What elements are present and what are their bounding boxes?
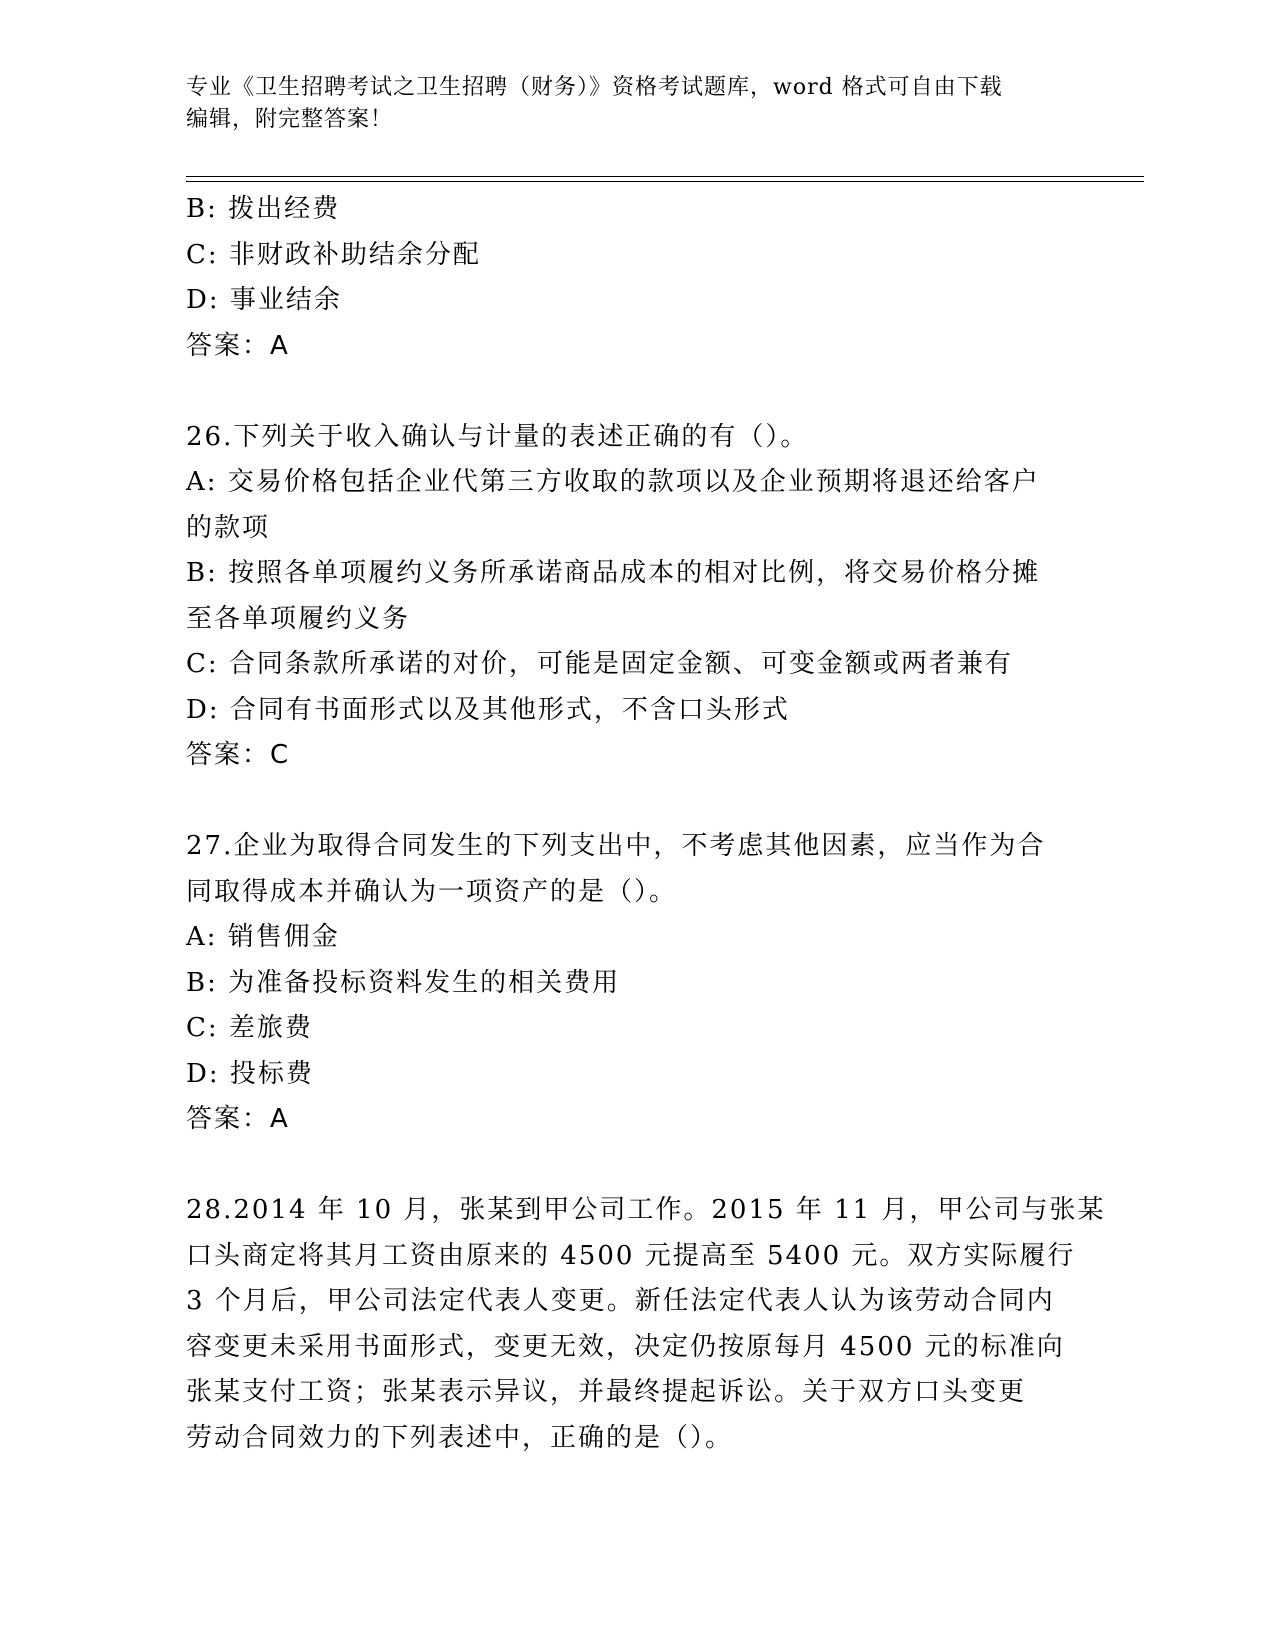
- question-stem-continued: 容变更未采用书面形式，变更无效，决定仍按原每月 4500 元的标准向: [186, 1331, 1065, 1362]
- option-a: A: 交易价格包括企业代第三方收取的款项以及企业预期将退还给客户: [186, 467, 1040, 497]
- header-line-1: 专业《卫生招聘考试之卫生招聘（财务）》资格考试题库，word 格式可自由下载: [186, 75, 1003, 100]
- question-stem-continued: 同取得成本并确认为一项资产的是（）。: [186, 876, 678, 907]
- question-stem-continued: 劳动合同效力的下列表述中，正确的是（）。: [186, 1422, 734, 1453]
- header-divider-bottom: [186, 181, 1144, 182]
- document-body: [186, 187, 1106, 1461]
- header-line-2: 编辑，附完整答案！: [186, 107, 394, 132]
- question-25-continued: [186, 187, 1066, 369]
- question-stem: 26.下列关于收入确认与计量的表述正确的有（）。: [186, 421, 809, 452]
- option-d: D: 合同有书面形式以及其他形式，不含口头形式: [186, 694, 790, 725]
- document-header: [186, 72, 1086, 136]
- answer: 答案：A: [186, 1104, 290, 1134]
- option-c: C: 合同条款所承诺的对价，可能是固定金额、可变金额或两者兼有: [186, 649, 1013, 679]
- option-b: B: 按照各单项履约义务所承诺商品成本的相对比例，将交易价格分摊: [186, 558, 1041, 588]
- option-d: D: 投标费: [186, 1058, 314, 1089]
- option-d: D: 事业结余: [186, 285, 342, 315]
- option-c: C: 差旅费: [186, 1013, 313, 1043]
- spacer: [186, 1143, 1066, 1189]
- question-26: [186, 415, 1066, 779]
- option-a-continued: 的款项: [186, 512, 271, 543]
- option-a: A: 销售佣金: [186, 922, 340, 952]
- spacer: [186, 369, 1066, 415]
- question-28: [186, 1188, 1106, 1461]
- question-stem-continued: 3 个月后，甲公司法定代表人变更。新任法定代表人认为该劳动合同内: [186, 1286, 1055, 1316]
- header-divider-top: [186, 176, 1144, 177]
- question-27: [186, 824, 1066, 1143]
- answer: 答案：C: [186, 740, 291, 770]
- question-stem: 27.企业为取得合同发生的下列支出中，不考虑其他因素，应当作为合: [186, 831, 1046, 861]
- option-b-continued: 至各单项履约义务: [186, 603, 411, 634]
- answer: 答案：A: [186, 330, 290, 361]
- spacer: [186, 779, 1066, 825]
- question-stem: 28.2014 年 10 月，张某到甲公司工作。2015 年 11 月，甲公司与张某: [186, 1195, 1106, 1225]
- option-b: B: 拨出经费: [186, 194, 341, 224]
- question-stem-continued: 口头商定将其月工资由原来的 4500 元提高至 5400 元。双方实际履行: [186, 1240, 1076, 1271]
- question-stem-continued: 张某支付工资；张某表示异议，并最终提起诉讼。关于双方口头变更: [186, 1377, 1027, 1407]
- option-c: C: 非财政补助结余分配: [186, 239, 481, 270]
- option-b: B: 为准备投标资料发生的相关费用: [186, 967, 621, 998]
